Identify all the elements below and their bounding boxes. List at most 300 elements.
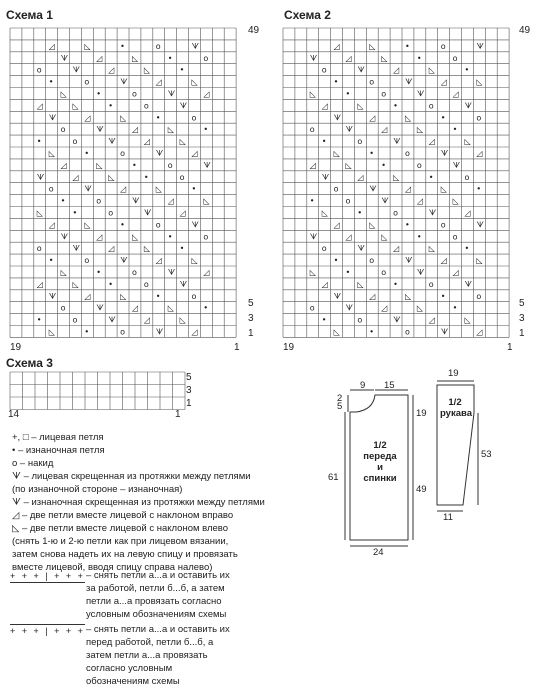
scheme-1-mark: o (132, 268, 137, 277)
scheme-1-mark: • (120, 41, 125, 51)
scheme-1-title: Схема 1 (6, 8, 53, 22)
scheme-1-mark: ◺ (72, 101, 79, 111)
scheme-1-mark: • (120, 220, 125, 230)
scheme-2-mark: o (333, 184, 339, 194)
scheme-1-mark: o (203, 232, 209, 242)
scheme-2-mark: ◺ (405, 291, 412, 301)
scheme-2-mark: o (309, 125, 315, 135)
scheme-2-mark: ᗐ (333, 291, 342, 301)
scheme-2-mark: ᗐ (405, 256, 413, 266)
scheme-1-mark: ◺ (96, 160, 103, 170)
scheme-2-mark: o (416, 160, 422, 170)
scheme-1-mark: • (108, 101, 113, 111)
scheme-2-mark: ᗐ (333, 113, 342, 123)
scheme-1-mark: ◿ (203, 268, 210, 277)
scheme-1-mark: ◿ (96, 53, 103, 63)
body-right-19: 19 (416, 408, 427, 419)
legend-item: ◺ – две петли вместе лицевой с наклоном влево (12, 523, 229, 534)
scheme-1-mark: • (155, 291, 161, 301)
scheme-1-mark: ◺ (191, 77, 198, 87)
scheme-2-mark: ◿ (476, 149, 483, 158)
scheme-1-mark: o (72, 315, 78, 325)
scheme-2-col-19: 19 (283, 342, 295, 353)
scheme-1-mark: ᗐ (132, 196, 140, 206)
scheme-1-mark: ◿ (203, 89, 210, 99)
scheme-1-mark: o (179, 172, 185, 182)
scheme-1-mark: ᗐ (155, 149, 164, 158)
scheme-2-mark: • (333, 77, 339, 87)
scheme-1-mark: ◿ (108, 244, 115, 254)
scheme-1-mark: • (60, 196, 66, 206)
scheme-2-mark: o (393, 208, 399, 218)
scheme-2-mark: o (369, 77, 375, 87)
scheme-1-mark: • (143, 172, 149, 182)
scheme-1-mark: ◿ (143, 137, 151, 147)
scheme-1-mark: • (72, 208, 78, 218)
scheme-1-mark: • (179, 65, 185, 75)
scheme-2-mark: ◺ (357, 101, 364, 111)
body-bottom-24: 24 (373, 547, 384, 558)
legend-item: вместе лицевой, вводя спицу справа налево) (12, 562, 213, 573)
scheme-2-mark: ◿ (440, 256, 447, 266)
scheme-2-mark: • (357, 208, 363, 218)
scheme-1-mark: ᗐ (191, 41, 200, 51)
scheme-1-mark: o (48, 184, 54, 194)
scheme-1-mark: ◿ (108, 65, 115, 75)
sleeve-bottom-11: 11 (443, 512, 453, 523)
scheme-1-row-3: 3 (248, 313, 254, 324)
scheme-2-mark: • (452, 125, 458, 135)
scheme-1-mark: ◿ (60, 160, 67, 170)
scheme-1-mark: ◺ (60, 268, 67, 277)
scheme-2-mark: ◺ (476, 77, 483, 87)
scheme-2-mark: o (369, 256, 375, 266)
scheme-2-row-5: 5 (519, 298, 525, 309)
scheme-1-mark: ᗐ (96, 303, 104, 313)
scheme-2-mark: ᗐ (464, 101, 473, 111)
scheme-1-mark: o (36, 65, 42, 75)
scheme-2-mark: • (405, 41, 410, 51)
scheme-1-mark: ᗐ (48, 113, 57, 123)
legend-item: ᗐ – изнаночная скрещенная из протяжки между петлями (12, 497, 265, 508)
scheme-1-mark: ᗐ (179, 279, 188, 289)
scheme-2-mark: ◿ (393, 65, 400, 75)
scheme-2-mark: ᗐ (428, 208, 437, 218)
scheme-1-mark: ◺ (143, 244, 151, 254)
scheme-1-mark: • (96, 268, 102, 277)
scheme-2-mark: ᗐ (369, 184, 377, 194)
scheme-2-mark: ᗐ (476, 41, 484, 51)
scheme-2-mark: ◿ (476, 327, 483, 337)
scheme-1-mark: o (72, 137, 78, 147)
scheme-1-mark: ◺ (132, 53, 139, 63)
scheme-1-mark: ◺ (60, 89, 67, 99)
scheme-1-mark: ◿ (84, 291, 91, 301)
scheme-3-col-1: 1 (175, 409, 181, 420)
scheme-1-mark: o (155, 41, 161, 51)
scheme-2-mark: o (476, 113, 482, 123)
scheme-2-mark: o (428, 101, 434, 111)
scheme-1-mark: ◺ (120, 113, 127, 123)
scheme-1-mark: o (155, 220, 161, 230)
scheme-1-mark: ◺ (155, 184, 162, 194)
scheme-1-mark: ᗐ (143, 208, 152, 218)
scheme-1-mark: ᗐ (36, 172, 45, 182)
scheme-2-mark: ◺ (464, 315, 471, 325)
scheme-2-mark: ᗐ (416, 89, 425, 99)
scheme-2-mark: • (393, 279, 398, 289)
scheme-2-mark: o (357, 315, 363, 325)
sleeve-label: 1/2 рукава (440, 397, 472, 419)
scheme-1-mark: ◿ (179, 208, 186, 218)
scheme-1-mark: ◿ (155, 256, 162, 266)
scheme-2-mark: ◿ (369, 113, 376, 123)
scheme-1-mark: • (155, 113, 161, 123)
scheme-2-mark: ᗐ (416, 268, 425, 277)
scheme-1-mark: ◺ (108, 172, 115, 182)
scheme-1-mark: ◿ (48, 220, 55, 230)
scheme-2-mark: • (416, 232, 422, 242)
scheme-2-mark: ◺ (476, 256, 483, 266)
scheme-2-mark: ◿ (309, 160, 316, 170)
scheme-2-mark: ◺ (428, 244, 435, 254)
scheme-2-mark: ◺ (333, 149, 340, 158)
scheme-2-mark: o (381, 89, 387, 99)
scheme-2-mark: ◿ (416, 196, 424, 206)
scheme-2-mark: ◺ (381, 232, 388, 242)
scheme-1-mark: ◺ (48, 327, 55, 337)
scheme-1-mark: o (60, 125, 66, 135)
scheme-1-mark: o (132, 89, 137, 99)
scheme-1-mark: o (120, 327, 126, 337)
scheme-1-mark: o (84, 77, 90, 87)
scheme-2-mark: ᗐ (393, 315, 401, 325)
scheme-2-mark: ◿ (333, 220, 340, 230)
scheme-1-mark: o (143, 279, 149, 289)
scheme-2-mark: • (321, 315, 327, 325)
legend-item: ᗐ – лицевая скрещенная из протяжки между петлями (12, 471, 251, 482)
scheme-2-col-1: 1 (507, 342, 513, 353)
scheme-2-mark: • (464, 244, 470, 254)
scheme-2-mark: • (345, 89, 351, 99)
scheme-2-mark: ◺ (369, 220, 376, 230)
cable-line: согласно условным (86, 663, 173, 674)
scheme-1-row-49: 49 (248, 25, 260, 36)
scheme-2-mark: o (321, 65, 327, 75)
scheme-2-mark: ◿ (381, 303, 388, 313)
scheme-2-mark: • (381, 160, 386, 170)
scheme-1-mark: ◿ (120, 184, 127, 194)
scheme-1-mark: • (167, 53, 173, 63)
scheme-2-mark: ᗐ (381, 196, 389, 206)
scheme-1-mark: ᗐ (72, 244, 81, 254)
cable-line: – снять петли а...а и оставить их (86, 624, 230, 635)
scheme-1-mark: o (36, 244, 42, 254)
sleeve-top-19: 19 (448, 368, 459, 379)
scheme-2-mark: ◿ (405, 184, 412, 194)
scheme-2-mark: • (405, 220, 410, 230)
scheme-1-mark: ◿ (167, 196, 174, 206)
scheme-1-mark: • (132, 160, 137, 170)
scheme-2-mark: ◿ (381, 125, 388, 135)
scheme-2-mark: ◺ (309, 268, 316, 277)
scheme-2-row-49: 49 (519, 25, 531, 36)
scheme-1-mark: • (108, 279, 113, 289)
scheme-2-row-1: 1 (519, 328, 525, 339)
scheme-2-mark: o (345, 196, 351, 206)
scheme-3-col-14: 14 (8, 409, 20, 420)
scheme-1-mark: ᗐ (108, 137, 116, 147)
scheme-1-mark: • (84, 149, 90, 158)
legend-item: ◿ – две петли вместе лицевой с наклоном вправо (12, 510, 234, 521)
scheme-1-mark: ᗐ (48, 291, 57, 301)
scheme-1-mark: • (84, 327, 90, 337)
scheme-2-mark: ◿ (464, 208, 471, 218)
scheme-1-mark: o (60, 303, 66, 313)
scheme-3-row-1: 1 (186, 398, 192, 409)
scheme-2-mark: ᗐ (309, 53, 318, 63)
scheme-1-mark: ◺ (48, 149, 55, 158)
scheme-2-mark: • (476, 184, 482, 194)
scheme-1-mark: ◿ (132, 125, 139, 135)
scheme-2-mark: ◺ (428, 65, 435, 75)
scheme-1-mark: ◺ (120, 291, 127, 301)
scheme-2-mark: • (416, 53, 422, 63)
body-right-49: 49 (416, 484, 427, 495)
scheme-1-mark: ◿ (191, 327, 198, 337)
scheme-1-row-5: 5 (248, 298, 254, 309)
cable-line: перед работой, петли б...б, а (86, 637, 214, 648)
scheme-2-mark: o (321, 244, 327, 254)
scheme-2-mark: ᗐ (345, 303, 354, 313)
scheme-1-mark: • (36, 137, 42, 147)
scheme-1-mark: ◿ (96, 232, 103, 242)
scheme-1-mark: ◿ (36, 279, 43, 289)
scheme-2-mark: • (440, 113, 446, 123)
scheme-2-mark: o (428, 279, 434, 289)
scheme-1-mark: • (203, 125, 209, 135)
scheme-1-mark: ◺ (132, 232, 139, 242)
scheme-1-mark: ◺ (72, 279, 79, 289)
scheme-1-mark: ◿ (132, 303, 139, 313)
scheme-2-mark: • (333, 256, 339, 266)
scheme-2-mark: o (440, 220, 446, 230)
scheme-1-mark: ᗐ (72, 65, 81, 75)
scheme-1-mark: ᗐ (60, 53, 69, 63)
cable-symbol-2: + + + | + + + (10, 626, 85, 636)
scheme-1-mark: ◿ (72, 172, 79, 182)
scheme-1-mark: o (120, 149, 126, 158)
scheme-2-mark: ◿ (369, 291, 376, 301)
scheme-2-mark: o (405, 149, 410, 158)
scheme-1-mark: ᗐ (167, 268, 176, 277)
scheme-2-mark: ◿ (357, 172, 364, 182)
scheme-2-mark: o (464, 172, 470, 182)
scheme-2-mark: ◺ (416, 303, 424, 313)
scheme-2-mark: • (464, 65, 470, 75)
scheme-2-mark: ᗐ (476, 220, 484, 230)
scheme-1-mark: o (167, 160, 173, 170)
scheme-2-mark: • (309, 196, 315, 206)
scheme-2-mark: ◿ (452, 268, 459, 277)
scheme-2-mark: ◺ (321, 208, 328, 218)
cable-line: затем петли а...а провязать (86, 650, 208, 661)
scheme-2-mark: ◺ (452, 196, 459, 206)
scheme-2-mark: ◺ (357, 279, 364, 289)
scheme-2-title: Схема 2 (284, 8, 331, 22)
scheme-1-col-1: 1 (234, 342, 240, 353)
cable-line: петли а...а провязать согласно (86, 596, 222, 607)
scheme-2-mark: ◺ (345, 160, 352, 170)
scheme-1-mark: ◺ (179, 137, 186, 147)
scheme-2-mark: o (381, 268, 387, 277)
scheme-1-mark: o (203, 53, 209, 63)
scheme-1-mark: o (191, 113, 197, 123)
scheme-2-mark: ◺ (416, 125, 424, 135)
scheme-2-mark: o (405, 327, 410, 337)
scheme-2-mark: ◿ (428, 315, 435, 325)
scheme-1-col-19: 19 (10, 342, 22, 353)
scheme-1-mark: ◿ (36, 101, 43, 111)
scheme-1-mark: ◺ (179, 315, 186, 325)
scheme-2-mark: ᗐ (440, 327, 449, 337)
scheme-2-mark: • (369, 149, 375, 158)
scheme-2-row-3: 3 (519, 313, 525, 324)
scheme-2-mark: ◺ (393, 172, 400, 182)
scheme-2-mark: ◿ (321, 101, 328, 111)
cable-line: за работой, петли б...б, а затем (86, 583, 225, 594)
scheme-2-mark: ᗐ (345, 125, 354, 135)
scheme-2-mark: ◿ (393, 244, 400, 254)
scheme-2-mark: o (452, 53, 458, 63)
scheme-1-mark: ᗐ (191, 220, 200, 230)
scheme-1-mark: ◺ (84, 220, 91, 230)
scheme-2-mark: ◿ (440, 77, 447, 87)
scheme-1-mark: ᗐ (108, 315, 116, 325)
scheme-2-mark: ◿ (345, 232, 352, 242)
cable-symbol-1: + + + | + + + (10, 571, 85, 581)
scheme-2-mark: o (309, 303, 315, 313)
legend-item: +, □ – лицевая петля (12, 432, 104, 443)
legend-item: затем снова надеть их на левую спицу и провязать (12, 549, 238, 560)
scheme-1-mark: ◺ (36, 208, 43, 218)
scheme-1-mark: • (96, 89, 102, 99)
scheme-1-mark: ᗐ (120, 256, 128, 266)
scheme-2-mark: ◿ (452, 89, 459, 99)
scheme-1-mark: • (179, 244, 185, 254)
scheme-2-mark: o (476, 291, 482, 301)
scheme-1-mark: ◿ (155, 77, 162, 87)
scheme-2-mark: ᗐ (393, 137, 401, 147)
body-left-61: 61 (328, 472, 339, 483)
scheme-2-mark: ᗐ (452, 160, 461, 170)
scheme-1-mark: ᗐ (84, 184, 92, 194)
sleeve-right-53: 53 (481, 449, 492, 460)
cable-line: – снять петли а...а и оставить их (86, 570, 230, 581)
legend-item: • – изнаночная петля (12, 445, 105, 456)
scheme-2-mark: ᗐ (440, 149, 449, 158)
scheme-2-mark: ᗐ (357, 65, 365, 75)
scheme-2-mark: ᗐ (464, 279, 473, 289)
scheme-2-mark: • (369, 327, 375, 337)
scheme-1-mark: ᗐ (155, 327, 164, 337)
scheme-2-mark: ◺ (405, 113, 412, 123)
scheme-2-mark: ◺ (369, 41, 376, 51)
scheme-1-mark: • (203, 303, 209, 313)
scheme-1-mark: o (108, 208, 114, 218)
scheme-2-mark: ◺ (333, 327, 340, 337)
body-top-left: 9 (360, 380, 366, 391)
scheme-1-mark: • (167, 232, 173, 242)
scheme-1-mark: • (191, 184, 197, 194)
scheme-2-mark: ◺ (309, 89, 316, 99)
scheme-2-mark: ᗐ (405, 77, 413, 87)
body-top-right: 15 (384, 380, 395, 391)
scheme-1-mark: ◺ (191, 256, 198, 266)
scheme-1-mark: o (84, 256, 90, 266)
scheme-2-mark: ◺ (381, 53, 388, 63)
cable-line: обозначениям схемы (86, 676, 180, 687)
scheme-3-row-3: 3 (186, 385, 192, 396)
scheme-2-mark: ᗐ (357, 244, 365, 254)
legend-item: (снять 1-ю и 2-ю петли как при лицевом вязании, (12, 536, 229, 547)
scheme-1-row-1: 1 (248, 328, 254, 339)
body-label: 1/2 переда и спинки (363, 440, 397, 484)
scheme-1-mark: ◺ (203, 196, 210, 206)
scheme-2-mark: • (345, 268, 351, 277)
scheme-1-mark: ◺ (167, 303, 174, 313)
body-left-5: 5 (337, 401, 343, 412)
scheme-2-mark: • (440, 291, 446, 301)
scheme-2-mark: o (440, 41, 446, 51)
scheme-2-mark: • (428, 172, 434, 182)
scheme-1-mark: • (48, 77, 54, 87)
scheme-1-mark: ◿ (84, 113, 91, 123)
scheme-2-mark: ◺ (464, 137, 471, 147)
scheme-2-mark: ◿ (428, 137, 435, 147)
scheme-1-mark: • (36, 315, 42, 325)
scheme-1-mark: ᗐ (60, 232, 69, 242)
scheme-2-mark: ◺ (440, 184, 447, 194)
scheme-2-mark: ◿ (321, 279, 328, 289)
scheme-1-mark: o (143, 101, 149, 111)
scheme-1-mark: ◺ (84, 41, 91, 51)
scheme-1-mark: ᗐ (203, 160, 211, 170)
scheme-2-mark: o (357, 137, 363, 147)
legend-item: o – накид (12, 458, 54, 469)
scheme-2-mark: • (321, 137, 327, 147)
scheme-1-mark: ◺ (167, 125, 174, 135)
scheme-3-title: Схема 3 (6, 356, 53, 370)
legend-item: (по изнаночной стороне – изнаночная) (12, 484, 183, 495)
scheme-2-mark: o (452, 232, 458, 242)
scheme-2-mark: ᗐ (321, 172, 330, 182)
scheme-3-row-5: 5 (186, 372, 192, 383)
scheme-2-mark: • (452, 303, 458, 313)
scheme-1-mark: ◿ (143, 315, 151, 325)
scheme-1-mark: o (191, 291, 197, 301)
scheme-2-mark: • (393, 101, 398, 111)
scheme-1-mark: ᗐ (167, 89, 176, 99)
scheme-1-mark: ◿ (48, 41, 55, 51)
scheme-1-mark: ᗐ (120, 77, 128, 87)
scheme-1-mark: ◿ (191, 149, 198, 158)
scheme-1-mark: ᗐ (179, 101, 188, 111)
scheme-2-mark: ◿ (333, 41, 340, 51)
body-left-2: 2 (337, 393, 343, 404)
scheme-2-mark: ◿ (345, 53, 352, 63)
scheme-1-mark: ᗐ (96, 125, 104, 135)
